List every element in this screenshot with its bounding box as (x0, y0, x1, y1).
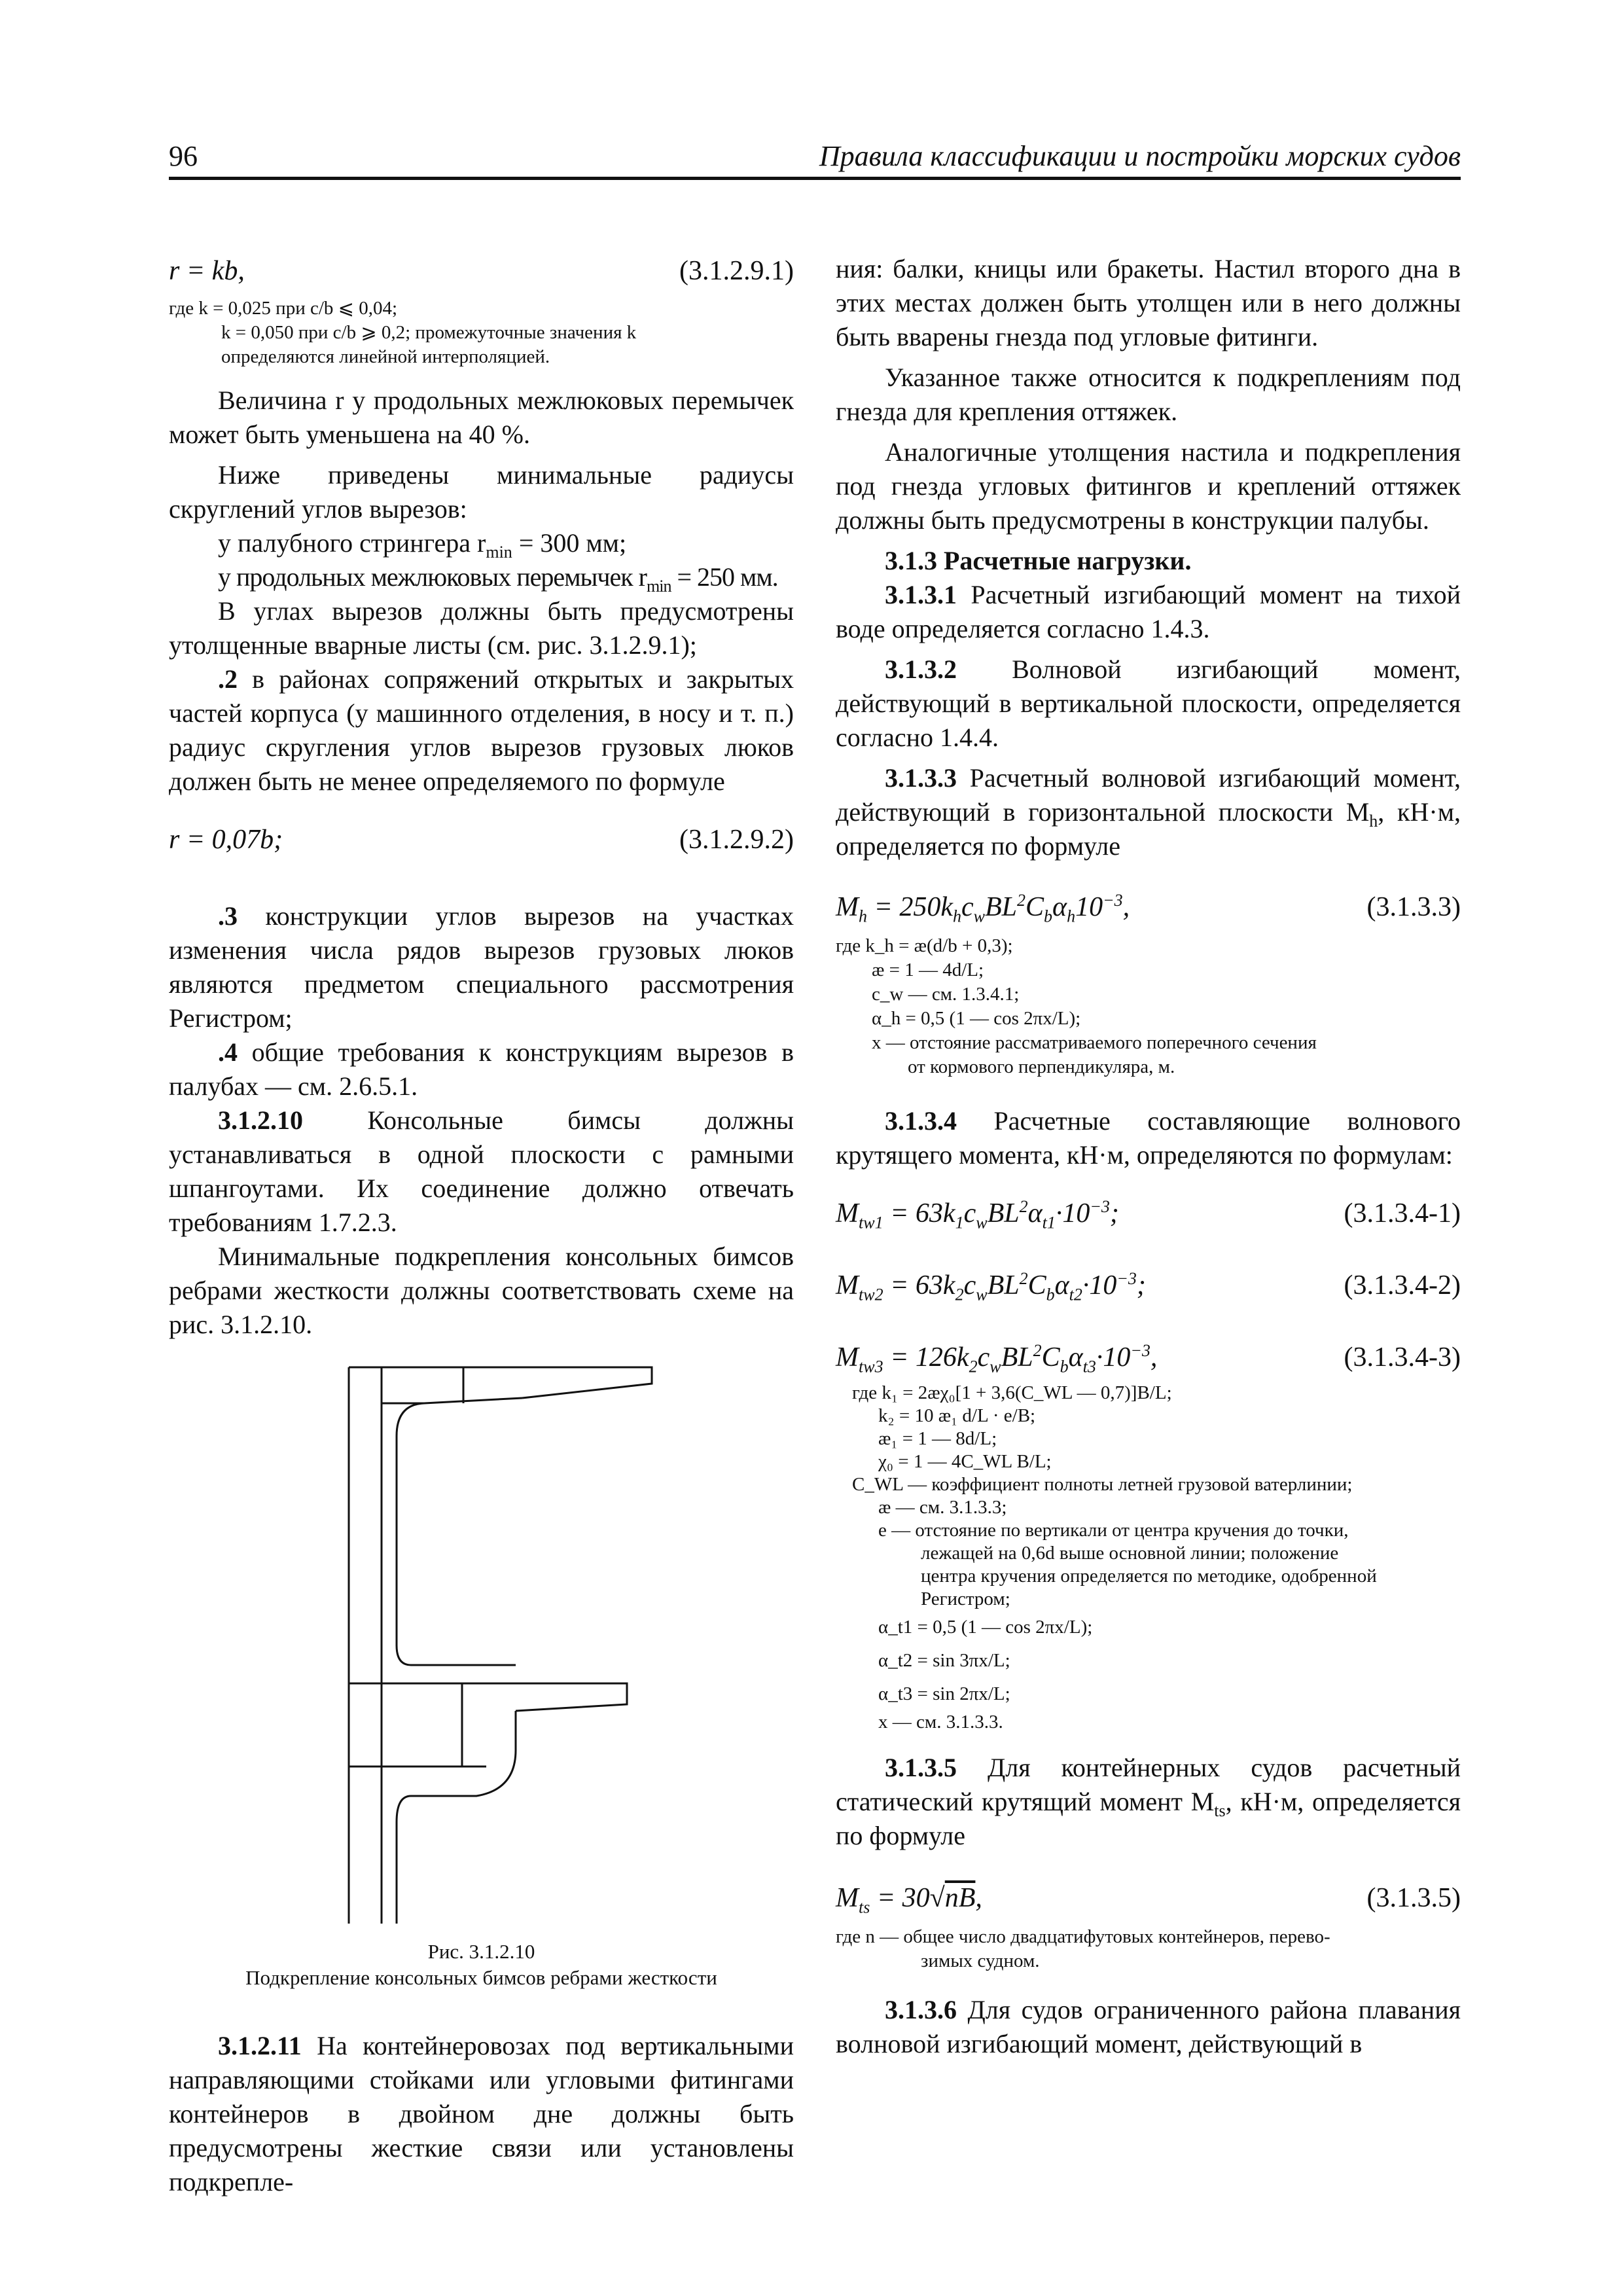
paragraph: 3.1.3.5 Для контейнерных судов расчетный статический крутящий момент $M_{ts}$, кН·м, определяется по формуле (836, 1753, 1461, 1850)
page-number: 96 (169, 140, 198, 172)
paragraph: 3.1.3.3 Расчетный волновой изгибающий момент, действующий в горизонтальной плоскости $M_h$, кН·м, определяется по формуле (836, 763, 1461, 861)
legend-line: æ = 1 — 4d/L; (872, 960, 984, 980)
paragraph: Аналогичные утолщения настила и подкрепления под гнезда угловых фитингов и креплений оттяжек должны быть предусмотрены в конструкции палубы. (836, 437, 1461, 535)
formula-expression: $M_{tw2} = 63k_2c_wBL^2C_b\alpha_{t2}\cdot 10^{-3}$; (836, 1269, 1146, 1304)
paragraph: В углах вырезов должны быть предусмотрены утолщенные вварные листы (см. рис. 3.1.2.9.1); (169, 596, 794, 660)
paragraph: Указанное также относится к подкреплениям под гнезда для крепления оттяжек. (836, 363, 1461, 426)
paragraph: 3.1.3.1 Расчетный изгибающий момент на тихой воде определяется согласно 1.4.3. (836, 580, 1461, 643)
formula-expression: r = kb, (169, 256, 245, 286)
legend-line: лежащей на 0,6d выше основной линии; положение (921, 1543, 1339, 1564)
formula-number: (3.1.3.4-1) (1344, 1198, 1461, 1229)
formula-3-1-3-5 (836, 1879, 1461, 1917)
paragraph: ния: балки, кницы или бракеты. Настил второго дна в этих местах должен быть утолщен или в него должны быть вварены гнезда под угловые фитинги. (836, 254, 1461, 351)
paragraph: 3.1.2.11 На контейнеровозах под вертикальными направляющими стойками или угловыми фитингами контейнеров в двойном дне должны быть предусмотрены жесткие связи или установлены подкрепле- (169, 2031, 794, 2197)
legend-line: α_t2 = sin 3πx/L; (878, 1650, 1010, 1671)
formula-3-1-3-4-3 (836, 1338, 1461, 1376)
legend-line: зимых судном. (921, 1950, 1040, 1971)
formula-3-1-3-3 (836, 888, 1461, 926)
legend-line: где k = 0,025 при c/b ⩽ 0,04; (169, 298, 398, 319)
legend-line: Регистром; (921, 1588, 1010, 1609)
left-column (169, 252, 794, 2199)
formula-legend (169, 296, 794, 369)
paragraph: Ниже приведены минимальные радиусы скруглений углов вырезов: (169, 460, 794, 524)
legend-line: e — отстояние по вертикали от центра кручения до точки, (878, 1520, 1349, 1541)
legend-line: k = 0,050 при c/b ⩾ 0,2; промежуточные значения k (221, 322, 637, 343)
formula-3-1-2-9-1 (169, 252, 794, 290)
formula-3-1-3-4-2 (836, 1266, 1461, 1304)
right-column (836, 252, 1461, 2061)
formula-number: (3.1.3.4-2) (1344, 1270, 1461, 1300)
formula-number: (3.1.3.4-3) (1344, 1342, 1461, 1372)
formula-expression: $M_h = 250k_hc_wBL^2C_b\alpha_h10^{-3}$, (836, 891, 1130, 926)
legend-line: æ — см. 3.1.3.3; (878, 1497, 1007, 1518)
formula-legend (836, 1925, 1461, 1973)
legend-line: где k_h = æ(d/b + 0,3); (836, 935, 1013, 956)
paragraph: Минимальные подкрепления консольных бимсов ребрами жесткости должны соответствовать схеме на рис. 3.1.2.10. (169, 1242, 794, 1339)
formula-number: (3.1.3.3) (1366, 892, 1461, 922)
formula-number: (3.1.3.5) (1366, 1883, 1461, 1913)
formula-expression: $M_{tw1} = 63k_1c_wBL^2\alpha_{t1}\cdot 10^{-3}$; (836, 1197, 1119, 1232)
paragraph: Величина r у продольных межлюковых перемычек может быть уменьшена на 40 %. (169, 386, 794, 449)
running-title: Правила классификации и постройки морских судов (819, 140, 1461, 172)
formula-expression: $M_{ts} = 30√nB$, (836, 1883, 982, 1917)
paragraph: 3.1.3.6 Для судов ограниченного района плавания волновой изгибающий момент, действующий в (836, 1995, 1461, 2058)
legend-line: α_t1 = 0,5 (1 — cos 2πx/L); (878, 1617, 1093, 1638)
legend-line: центра кручения определяется по методике, одобренной (921, 1566, 1377, 1587)
formula-legend (836, 1382, 1461, 1734)
formula-number: (3.1.2.9.2) (679, 825, 794, 855)
paragraph: 3.1.3.2 Волновой изгибающий момент, действующий в вертикальной плоскости, определяется согласно 1.4.4. (836, 655, 1461, 752)
legend-line: χ₀ = 1 — 4C_WL B/L; (878, 1451, 1052, 1472)
section-heading: 3.1.3 Расчетные нагрузки. (885, 546, 1192, 575)
page-header (169, 141, 1461, 180)
legend-line: k₂ = 10 æ₁ d/L · e/B; (878, 1405, 1036, 1426)
legend-line: x — отстояние рассматриваемого поперечного сечения (872, 1032, 1317, 1053)
formula-3-1-3-4-1 (836, 1194, 1461, 1232)
paragraph: у палубного стрингера $r_{min} = 300$ мм; (218, 528, 627, 562)
formula-expression: r = 0,07b; (169, 825, 283, 855)
figure-caption-title: Подкрепление консольных бимсов ребрами жесткости (245, 1966, 717, 1989)
legend-line: æ₁ = 1 — 8d/L; (878, 1428, 997, 1449)
paragraph: .2 в районах сопряжений открытых и закрытых частей корпуса (у машинного отделения, в носу и т. п.) радиус скругления углов вырезов грузовых люков должен быть не менее определяемого по формуле (169, 664, 794, 796)
figure-caption-number: Рис. 3.1.2.10 (427, 1940, 535, 1963)
paragraph: .4 общие требования к конструкциям вырезов в палубах — см. 2.6.5.1. (169, 1037, 794, 1101)
legend-line: α_t3 = sin 2πx/L; (878, 1683, 1010, 1704)
legend-line: от кормового перпендикуляра, м. (908, 1056, 1175, 1077)
legend-line: x — см. 3.1.3.3. (878, 1712, 1003, 1732)
legend-line: определяются линейной интерполяцией. (221, 346, 550, 367)
paragraph: у продольных межлюковых перемычек $r_{min} = 250$ мм. (218, 562, 778, 596)
paragraph: 3.1.3.4 Расчетные составляющие волнового крутящего момента, кН·м, определяются по формулам: (836, 1106, 1461, 1170)
formula-legend (836, 934, 1461, 1079)
formula-number: (3.1.2.9.1) (679, 256, 794, 286)
paragraph: .3 конструкции углов вырезов на участках изменения числа рядов вырезов грузовых люков являются предметом специального рассмотрения Регистром; (169, 901, 794, 1033)
formula-expression: $M_{tw3} = 126k_2c_wBL^2C_b\alpha_{t3}\cdot 10^{-3}$, (836, 1341, 1158, 1376)
legend-line: c_w — см. 1.3.4.1; (872, 984, 1020, 1005)
figure-3-1-2-10 (169, 1364, 794, 1927)
legend-line: C_WL — коэффициент полноты летней грузовой ватерлинии; (852, 1474, 1353, 1495)
legend-line: где n — общее число двадцатифутовых контейнеров, перево- (836, 1926, 1330, 1947)
cantilever-beam-drawing (346, 1364, 653, 1927)
paragraph: 3.1.2.10 Консольные бимсы должны устанавливаться в одной плоскости с рамными шпангоутами. Их соединение должно отвечать требованиям 1.7.2.3. (169, 1105, 794, 1237)
formula-3-1-2-9-2 (169, 821, 794, 859)
legend-line: где k₁ = 2æχ₀[1 + 3,6(C_WL — 0,7)]B/L; (852, 1382, 1172, 1403)
legend-line: α_h = 0,5 (1 — cos 2πx/L); (872, 1008, 1081, 1029)
